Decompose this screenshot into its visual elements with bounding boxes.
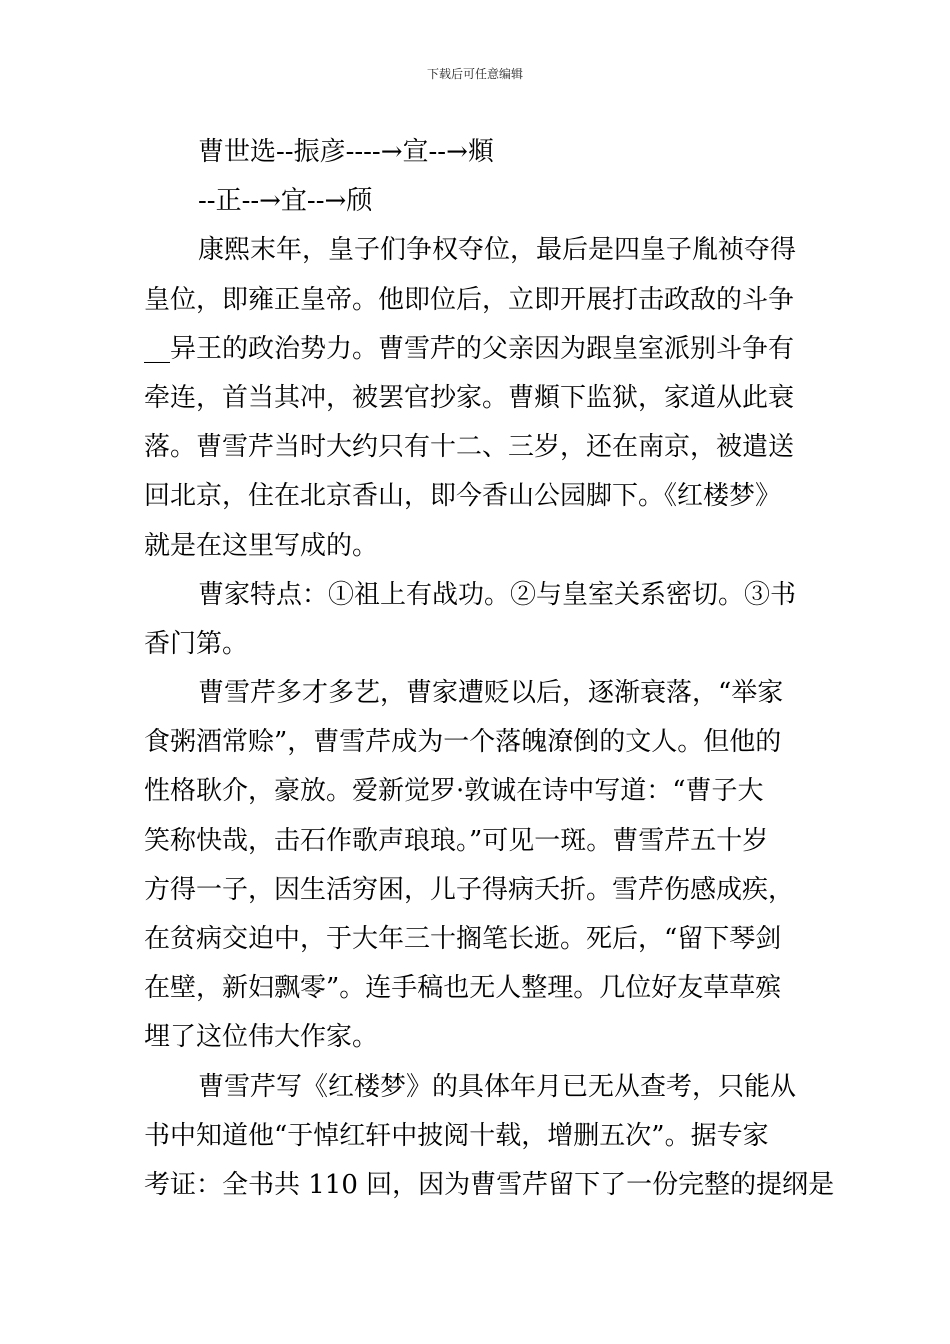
text-line: 曹家特点：①祖上有战功。②与皇室关系密切。③书 [198,579,797,610]
text-line: 就是在这里写成的。 [144,530,379,561]
text-line: --正--→宜--→颀 [198,186,373,217]
body-text [144,128,835,1210]
text-line: 方得一子，因生活穷困，儿子得病夭折。雪芹伤感成疾， [144,874,795,905]
page-header: 下载后可任意编辑 [426,67,523,81]
text-line: 香门第。 [144,628,249,659]
text-line: 回北京，住在北京香山，即今香山公园脚下。《红楼梦》 [144,481,782,512]
text-line: 埋了这位伟大作家。 [144,1022,379,1053]
text-line: 皇位，即雍正皇帝。他即位后，立即开展打击政敌的斗争 [144,284,795,315]
text-line: 落。曹雪芹当时大约只有十二、三岁，还在南京，被遣送 [144,432,795,463]
text-line: 康熙末年，皇子们争权夺位，最后是四皇子胤祯夺得 [198,235,797,266]
text-line: 牵连，首当其冲，被罢官抄家。曹頫下监狱，家道从此衰 [144,382,795,413]
text-line: __异王的政治势力。曹雪芹的父亲因为跟皇室派别斗争有 [144,333,795,364]
text-line: 曹雪芹多才多艺，曹家遭贬以后，逐渐衰落，“举家 [198,678,784,709]
text-line: 性格耿介，豪放。爱新觉罗·敦诚在诗中写道：“曹子大 [144,776,764,807]
text-line: 曹雪芹写《红楼梦》的具体年月已无从查考，只能从 [198,1071,797,1102]
text-line: 在贫病交迫中，于大年三十搁笔长逝。死后，“留下琴剑 [144,924,782,954]
text-line: 书中知道他“于悼红轩中披阅十载，增删五次”。据专家 [144,1120,769,1151]
text-line: 食粥酒常赊”，曹雪芹成为一个落魄潦倒的文人。但他的 [144,727,782,758]
text-line: 曹世选--振彦----→宣--→頫 [198,137,494,167]
text-line: 考证：全书共 110 回，因为曹雪芹留下了一份完整的提纲是 [144,1169,835,1200]
text-line: 在壁，新妇飘零”。连手稿也无人整理。几位好友草草殡 [144,973,782,1004]
text-line: 笑称快哉，击石作歌声琅琅。”可见一斑。曹雪芹五十岁 [144,825,769,856]
